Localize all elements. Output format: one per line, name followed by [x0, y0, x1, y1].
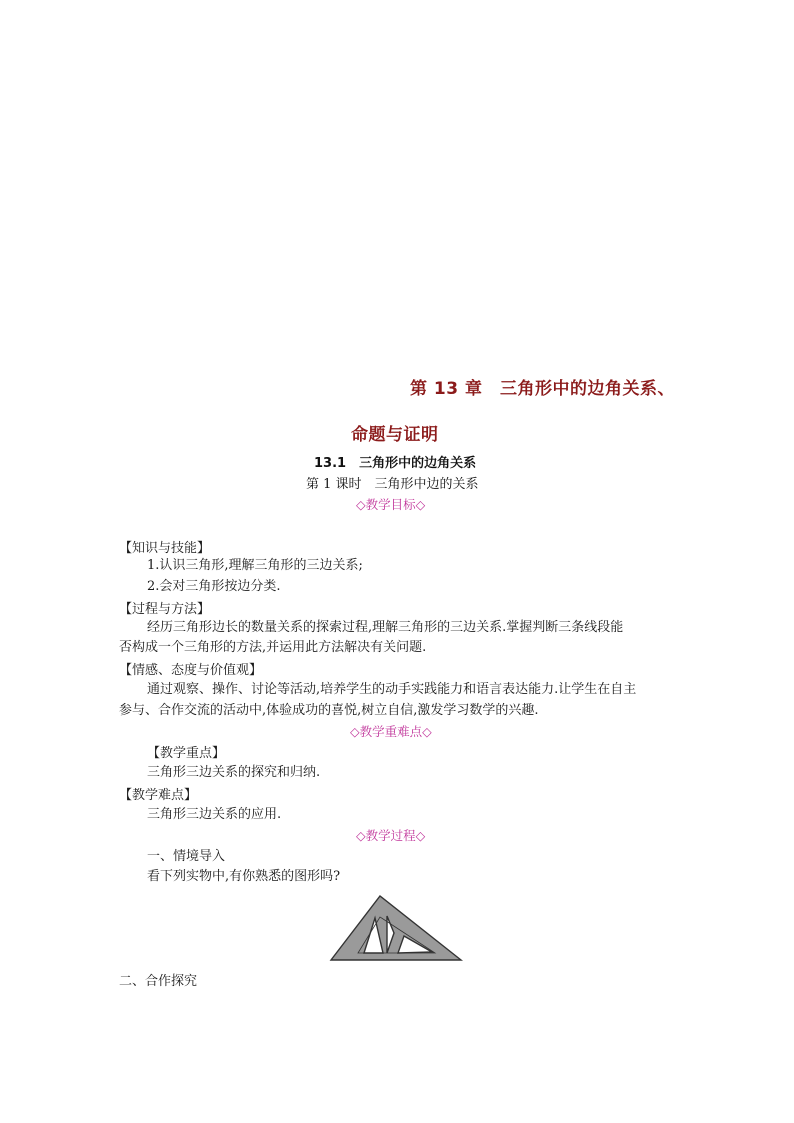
objectives-heading: ◇教学目标◇ — [356, 497, 426, 512]
step1-question: 看下列实物中,有你熟悉的图形吗? — [147, 869, 341, 884]
process-heading: ◇教学过程◇ — [356, 828, 426, 843]
step1-label: 一、情境导入 — [147, 849, 226, 864]
step2-label: 二、合作探究 — [119, 974, 198, 989]
key-points-heading: ◇教学重难点◇ — [350, 724, 432, 739]
knowledge-item: 1.认识三角形,理解三角形的三边关系; — [147, 558, 363, 573]
chapter-title-line2: 命题与证明 — [351, 425, 439, 445]
process-text-line2: 否构成一个三角形的方法,并运用此方法解决有关问题. — [119, 640, 427, 655]
knowledge-label: 【知识与技能】 — [119, 541, 211, 556]
process-text-line1: 经历三角形边长的数量关系的探索过程,理解三角形的三边关系.掌握判断三条线段能 — [147, 620, 624, 635]
triangle-ruler-figure — [328, 893, 464, 963]
emotion-label: 【情感、态度与价值观】 — [119, 663, 263, 678]
lesson-title: 第 1 课时 三角形中边的关系 — [306, 477, 479, 492]
emotion-text-line2: 参与、合作交流的活动中,体验成功的喜悦,树立自信,激发学习数学的兴趣. — [119, 703, 539, 718]
section-title: 13.1 三角形中的边角关系 — [314, 456, 477, 471]
focus-label: 【教学重点】 — [147, 746, 226, 761]
difficulty-label: 【教学难点】 — [119, 788, 198, 803]
focus-text: 三角形三边关系的探究和归纳. — [147, 765, 321, 780]
emotion-text-line1: 通过观察、操作、讨论等活动,培养学生的动手实践能力和语言表达能力.让学生在自主 — [147, 682, 637, 697]
difficulty-text: 三角形三边关系的应用. — [147, 807, 282, 822]
chapter-title-line1: 第 13 章 三角形中的边角关系、 — [410, 379, 675, 399]
knowledge-item: 2.会对三角形按边分类. — [147, 579, 281, 594]
triangle-ruler-shape — [331, 896, 461, 960]
process-label: 【过程与方法】 — [119, 602, 211, 617]
